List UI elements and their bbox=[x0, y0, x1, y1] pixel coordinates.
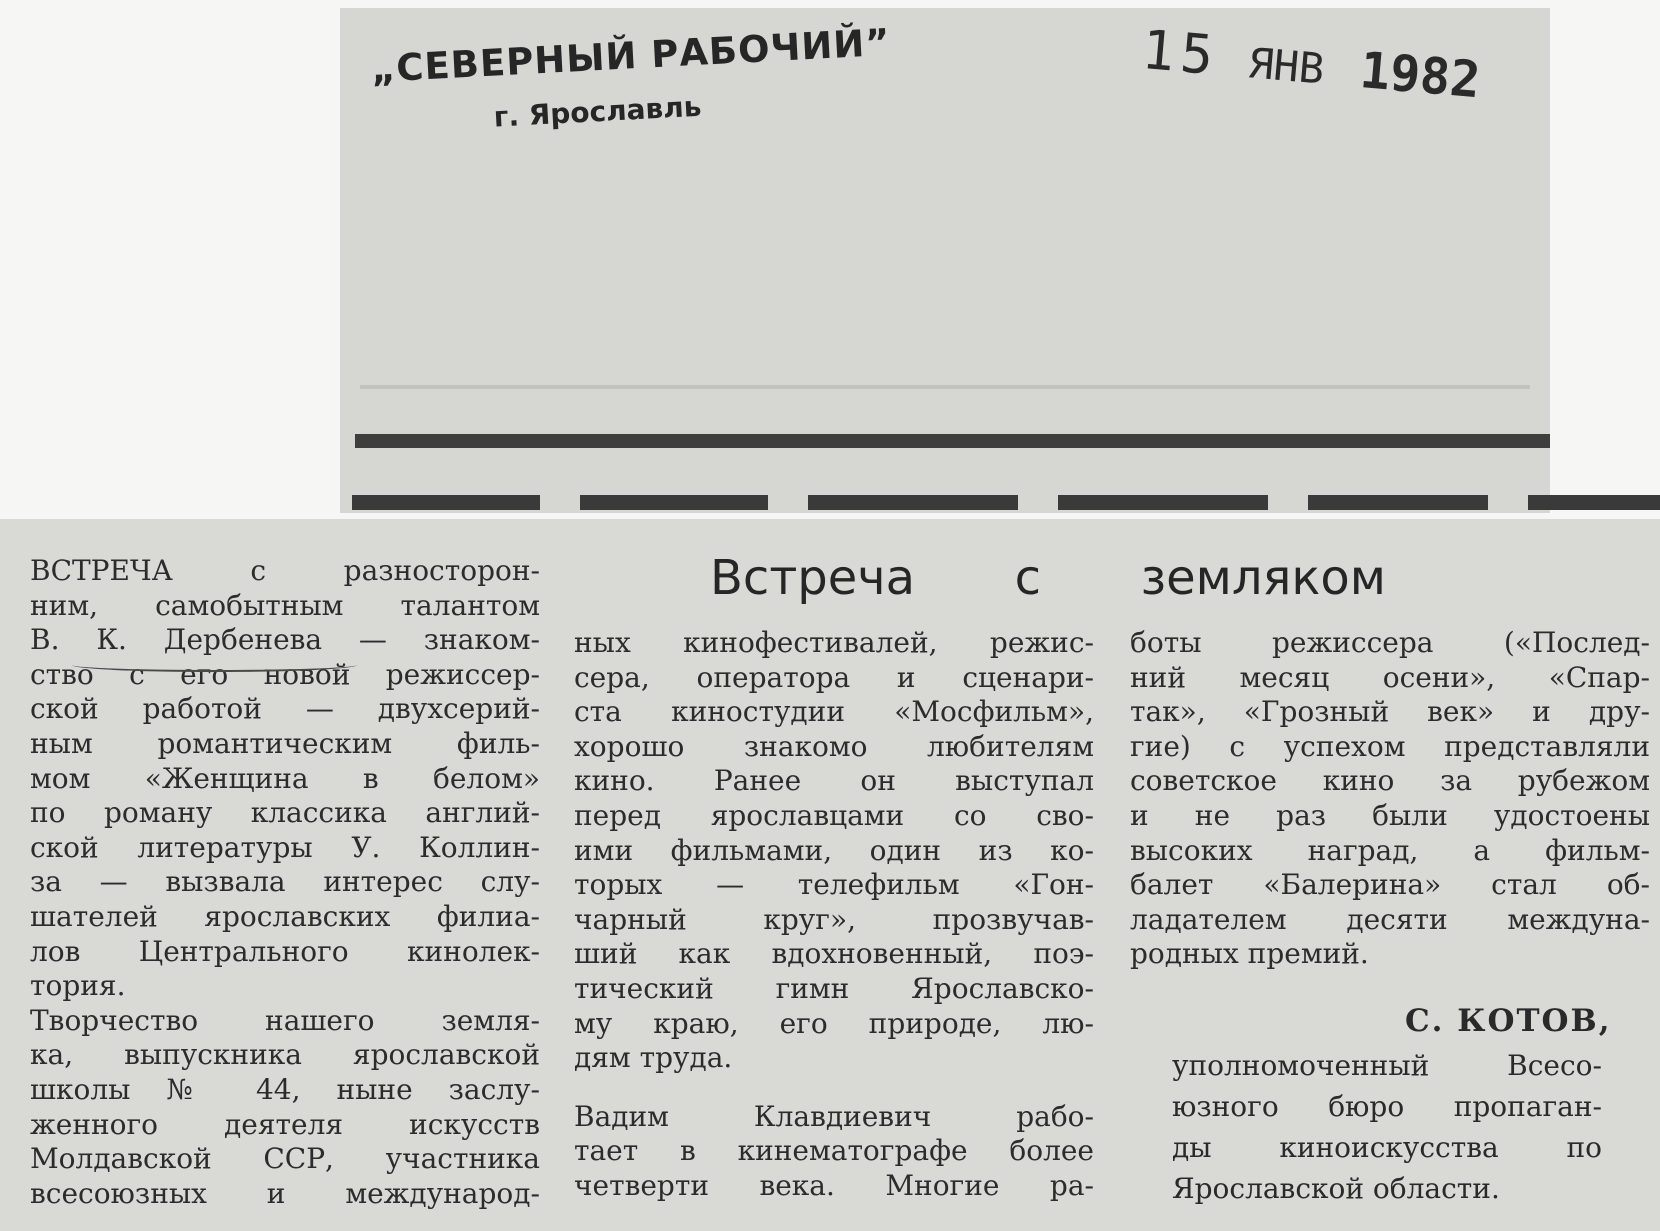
text-line: советское кино за рубежом bbox=[1130, 764, 1650, 798]
text-line: Вадим Клавдиевич рабо- bbox=[574, 1099, 1094, 1133]
text-line: хорошо знакомо любителям bbox=[574, 729, 1094, 763]
text-line: му краю, его природе, лю- bbox=[574, 1006, 1094, 1040]
text-line: родных премий. bbox=[1130, 937, 1369, 971]
text-line: В. К. Дербенева — знаком- bbox=[30, 623, 540, 657]
text-line: ний месяц осени», «Спар- bbox=[1130, 660, 1650, 694]
text-line: тический гимн Ярославско- bbox=[574, 971, 1094, 1005]
text-line: высоких наград, а фильм- bbox=[1130, 833, 1650, 867]
text-line: школы № 44, ныне заслу- bbox=[30, 1072, 540, 1106]
headline-word: земляком bbox=[1140, 550, 1386, 606]
text-line: дям труда. bbox=[574, 1041, 733, 1075]
text-line: женного деятеля искусств bbox=[30, 1107, 540, 1141]
text-line: мом «Женщина в белом» bbox=[30, 761, 540, 795]
text-line: ший как вдохновенный, поэ- bbox=[574, 937, 1094, 971]
date-day: 15 bbox=[1139, 18, 1222, 88]
text-line: сера, оператора и сценари- bbox=[574, 660, 1094, 694]
rule-dash bbox=[352, 495, 540, 510]
date-year: 1982 bbox=[1357, 41, 1483, 110]
text-line: юзного бюро пропаган- bbox=[1172, 1090, 1602, 1123]
text-line: гие) с успехом представляли bbox=[1130, 729, 1650, 763]
text-line: за — вызвала интерес слу- bbox=[30, 865, 540, 899]
text-line: ста киностудии «Мосфильм», bbox=[574, 695, 1094, 729]
headline-word: Встреча bbox=[710, 550, 916, 606]
text-line: ими фильмами, один из ко- bbox=[574, 833, 1094, 867]
pencil-underline bbox=[72, 658, 357, 672]
solid-rule bbox=[355, 434, 1550, 448]
text-line: по роману классика англий- bbox=[30, 796, 540, 830]
text-line: тает в кинематографе более bbox=[574, 1134, 1094, 1168]
rule-dash bbox=[1058, 495, 1268, 510]
text-line: тория. bbox=[30, 969, 126, 1003]
date-month: ЯНВ bbox=[1246, 38, 1327, 94]
text-line: четверти века. Многие ра- bbox=[574, 1168, 1094, 1202]
text-line: ним, самобытным талантом bbox=[30, 588, 540, 622]
text-line: всесоюзных и международ- bbox=[30, 1176, 540, 1210]
text-line: уполномоченный Всесо- bbox=[1172, 1049, 1602, 1082]
article-column-2 bbox=[574, 626, 1094, 1204]
text-line: Ярославской области. bbox=[1172, 1172, 1500, 1205]
text-line: лов Центрального кинолек- bbox=[30, 934, 540, 968]
text-line: Молдавской ССР, участника bbox=[30, 1142, 540, 1176]
text-line: ской работой — двухсерий- bbox=[30, 692, 540, 726]
rule-dash bbox=[808, 495, 1018, 510]
text-line: шателей ярославских филиа- bbox=[30, 899, 540, 933]
text-line: ды киноискусства по bbox=[1172, 1131, 1602, 1164]
text-line: кино. Ранее он выступал bbox=[574, 764, 1094, 798]
text-line: чарный круг», прозвучав- bbox=[574, 902, 1094, 936]
author-name: С. КОТОВ, bbox=[1405, 1003, 1612, 1039]
faint-rule bbox=[360, 385, 1530, 389]
article-column-1 bbox=[30, 554, 540, 1211]
rule-dash bbox=[1308, 495, 1488, 510]
text-line: ладателем десяти междуна- bbox=[1130, 902, 1650, 936]
text-line: и не раз были удостоены bbox=[1130, 798, 1650, 832]
text-line: торых — телефильм «Гон- bbox=[574, 868, 1094, 902]
newspaper-name: „СЕВЕРНЫЙ РАБОЧИЙ” bbox=[370, 20, 892, 91]
text-line: так», «Грозный век» и дру- bbox=[1130, 695, 1650, 729]
dashed-rule bbox=[352, 495, 1550, 510]
rule-dash bbox=[580, 495, 768, 510]
text-line: ской литературы У. Коллин- bbox=[30, 830, 540, 864]
text-line: перед ярославцами со сво- bbox=[574, 798, 1094, 832]
text-line: ство с его новой режиссер- bbox=[30, 657, 540, 691]
text-line: Творчество нашего земля- bbox=[30, 1003, 540, 1037]
text-line: балет «Балерина» стал об- bbox=[1130, 868, 1650, 902]
text-line: ных кинофестивалей, режис- bbox=[574, 626, 1094, 659]
text-line: ным романтическим филь- bbox=[30, 726, 540, 760]
text-line: ВСТРЕЧА с разносторон- bbox=[30, 554, 540, 587]
newspaper-city: г. Ярославль bbox=[492, 89, 703, 134]
text-line: боты режиссера («Послед- bbox=[1130, 626, 1650, 659]
headline-word: с bbox=[1014, 550, 1042, 606]
text-line: ка, выпускника ярославской bbox=[30, 1038, 540, 1072]
article-column-3 bbox=[1130, 626, 1650, 972]
author-title bbox=[1172, 1045, 1602, 1209]
article-headline bbox=[710, 550, 1386, 606]
rule-dash bbox=[1528, 495, 1660, 510]
